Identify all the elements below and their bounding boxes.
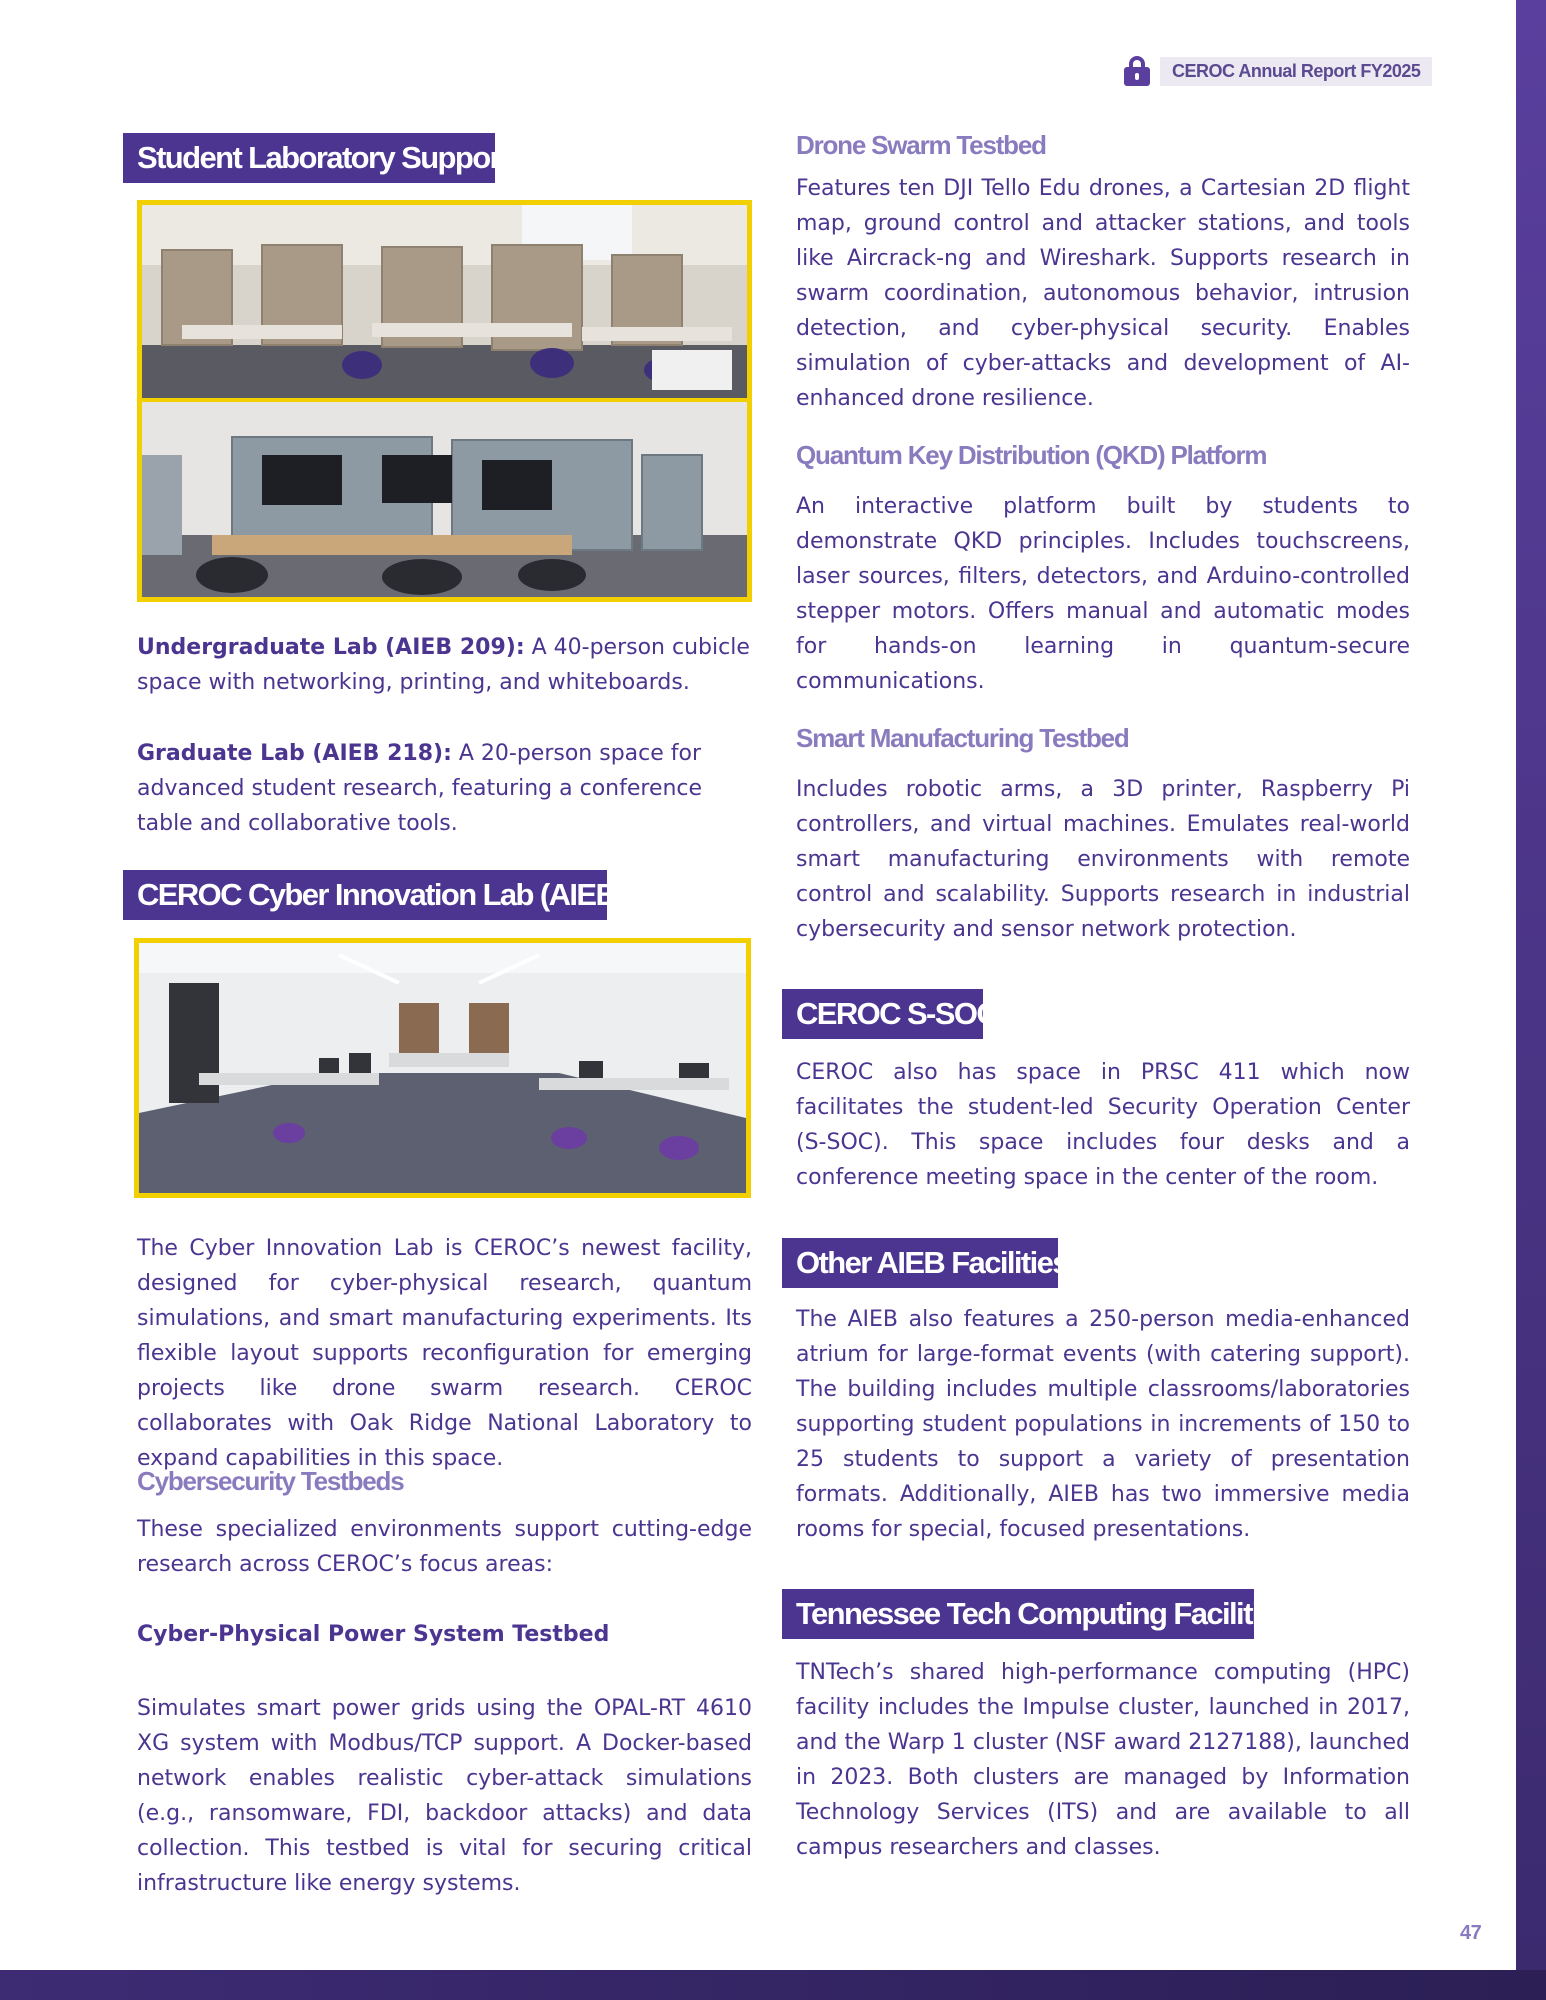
undergrad-lab-desc: A 40-person cubicle space with networking, printing, and whiteboards. bbox=[137, 635, 750, 695]
innovation-lab-text: The Cyber Innovation Lab is CEROC’s newest facility, designed for cyber-physical research, quantum simulations, and smart manufacturing experiments. Its flexible layout supports reconfiguration for emerging projects like drone swarm research. CEROC collaborates with Oak Ridge National Laboratory to expand capabilities in this space. bbox=[137, 1236, 752, 1471]
drone-testbed-text: Features ten DJI Tello Edu drones, a Cartesian 2D flight map, ground control and attacker stations, and tools like Aircrack-ng and Wireshark. Supports research in swarm coordination, autonomous behavior, intrusion detection, and cyber-physical security. Enables simulation of cyber-attacks and development of AI-enhanced drone resilience. bbox=[796, 176, 1410, 411]
qkd-text: An interactive platform built by students to demonstrate QKD principles. Includes touchscreens, laser sources, filters, detectors, and Arduino-controlled stepper motors. Offers manual and automatic modes for hands-on learning in quantum-secure communications. bbox=[796, 494, 1410, 694]
grad-lab-desc: A 20-person space for advanced student research, featuring a conference table and collaborative tools. bbox=[137, 741, 703, 836]
testbeds-intro: These specialized environments support cutting-edge research across CEROC’s focus areas: bbox=[137, 1517, 752, 1577]
page-number: 47 bbox=[1460, 1922, 1482, 1944]
ssoc-text: CEROC also has space in PRSC 411 which now facilitates the student-led Security Operation Center (S-SOC). This space includes four desks and a conference meeting space in the center of the room. bbox=[796, 1060, 1410, 1190]
grad-lab-text bbox=[137, 736, 752, 841]
qkd-heading: Quantum Key Distribution (QKD) Platform bbox=[796, 440, 1267, 470]
innovation-lab-image bbox=[139, 943, 746, 1193]
report-label: CEROC Annual Report FY2025 bbox=[1160, 57, 1432, 86]
undergrad-lab-label: Undergraduate Lab (AIEB 209): bbox=[137, 635, 525, 660]
cubicle-photos-image bbox=[142, 205, 747, 597]
lock-icon bbox=[1124, 56, 1150, 86]
report-header bbox=[1124, 56, 1432, 86]
smart-mfg-heading: Smart Manufacturing Testbed bbox=[796, 723, 1129, 753]
drone-testbed-heading: Drone Swarm Testbed bbox=[796, 130, 1046, 160]
smart-mfg-text: Includes robotic arms, a 3D printer, Raspberry Pi controllers, and virtual machines. Emulates real-world smart manufacturing environments with remote control and scalability. Supports research in industrial cybersecurity and sensor network protection. bbox=[796, 777, 1410, 942]
ssoc-banner: CEROC S-SOC bbox=[782, 989, 983, 1039]
testbeds-heading: Cybersecurity Testbeds bbox=[137, 1466, 404, 1496]
power-testbed-heading: Cyber-Physical Power System Testbed bbox=[137, 1622, 610, 1647]
side-accent-bar bbox=[1516, 0, 1546, 2000]
power-testbed-text: Simulates smart power grids using the OPAL-RT 4610 XG system with Modbus/TCP support. A Docker-based network enables realistic cyber-attack simulations (e.g., ransomware, FDI, backdoor attacks) and data collection. This testbed is vital for securing critical infrastructure like energy systems. bbox=[137, 1696, 752, 1896]
aieb-banner: Other AIEB Facilities bbox=[782, 1238, 1058, 1288]
tntech-banner: Tennessee Tech Computing Facilities bbox=[782, 1589, 1254, 1639]
tntech-text: TNTech’s shared high-performance computing (HPC) facility includes the Impulse cluster, launched in 2017, and the Warp 1 cluster (NSF award 2127188), launched in 2023. Both clusters are managed by Information Technology Services (ITS) and are available to all campus researchers and classes. bbox=[796, 1660, 1410, 1860]
innovation-lab-banner: CEROC Cyber Innovation Lab (AIEB 206) bbox=[123, 870, 607, 920]
aieb-text: The AIEB also features a 250-person media-enhanced atrium for large-format events (with catering support). The building includes multiple classrooms/laboratories supporting student populations in increments of 150 to 25 students to support a variety of presentation formats. Additionally, AIEB has two immersive media rooms for special, focused presentations. bbox=[796, 1307, 1410, 1542]
student-lab-photos bbox=[137, 200, 752, 602]
innovation-lab-photo bbox=[134, 938, 751, 1198]
bottom-accent-bar bbox=[0, 1970, 1546, 2000]
undergrad-lab-text bbox=[137, 630, 752, 700]
grad-lab-label: Graduate Lab (AIEB 218): bbox=[137, 741, 452, 766]
student-lab-banner: Student Laboratory Support bbox=[123, 133, 495, 183]
